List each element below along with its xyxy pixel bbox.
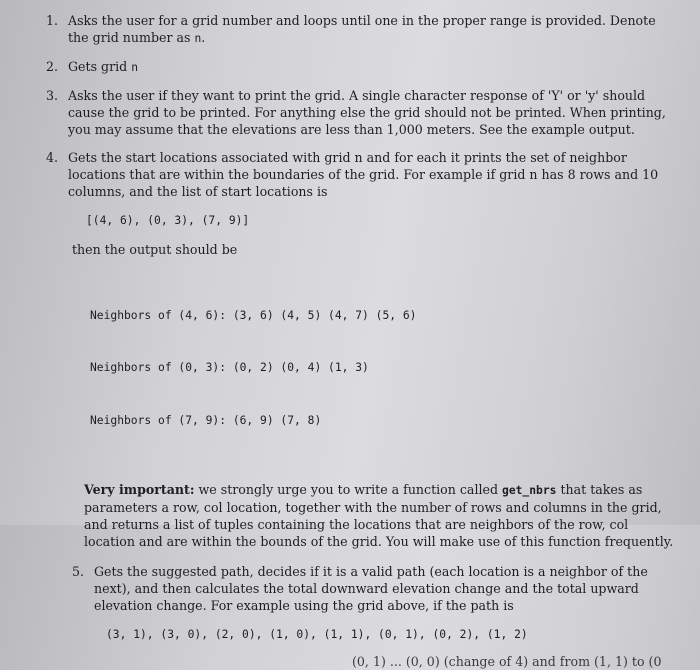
- list-item-3: [46, 87, 680, 138]
- item-text: Asks the user if they want to print the grid. A single character response of 'Y' or 'y' should cause the grid to be printed. For anything else the grid should not be printed. When printing, you may assume that the elevations are less than 1,000 meters. See the example output.: [68, 88, 666, 137]
- important-label: Very important:: [84, 482, 195, 497]
- cut-off-text: (0, 1) ... (0, 0) (change of 4) and from (1, 1) to (0: [352, 653, 662, 669]
- neighbors-line: Neighbors of (0, 3): (0, 2) (0, 4) (1, 3): [90, 361, 369, 374]
- path-code: (3, 1), (3, 0), (2, 0), (1, 0), (1, 1), (0, 1), (0, 2), (1, 2): [106, 628, 528, 641]
- neighbors-output: [90, 272, 680, 465]
- list-item-1: [46, 12, 680, 47]
- item-text: Gets grid: [68, 59, 132, 74]
- item-code: n: [194, 32, 202, 45]
- item-number: 5.: [72, 564, 85, 579]
- item-number: 2.: [46, 59, 59, 74]
- item-text: Gets the start locations associated with grid n and for each it prints the set of neighbor locations that are within the boundaries of the grid. For example if grid n has 8 rows and 10 columns, and the list of start locations is: [68, 150, 659, 199]
- important-text-a: we strongly urge you to write a function called: [194, 482, 503, 497]
- item-number: 1.: [46, 13, 59, 28]
- then-text: then the output should be: [72, 241, 238, 257]
- neighbors-line: Neighbors of (4, 6): (3, 6) (4, 5) (4, 7) (5, 6): [90, 308, 417, 322]
- important-text-b: that takes as parameters a row, col location, together with the number of rows and columns in the grid, and returns a list of tuples containing the locations that are neighbors of the row, col location and are within the bounds of the grid. You will make use of this function frequently.: [84, 482, 674, 549]
- item-code: n: [131, 61, 139, 74]
- item-text: Asks the user for a grid number and loops until one in the proper range is provided. Denote the grid number as: [68, 13, 656, 45]
- list-item-5: [72, 563, 680, 614]
- start-locations-code: [(4, 6), (0, 3), (7, 9)]: [86, 214, 250, 227]
- neighbors-line: Neighbors of (7, 9): (6, 9) (7, 8): [90, 413, 322, 427]
- important-note: [84, 481, 680, 550]
- item-number: 3.: [46, 88, 59, 103]
- function-name: get_nbrs: [502, 484, 557, 497]
- list-item-4: [46, 149, 680, 200]
- item-number: 4.: [46, 150, 59, 165]
- list-item-2: [46, 58, 680, 76]
- item-tail: .: [201, 30, 206, 45]
- item-text: Gets the suggested path, decides if it is a valid path (each location is a neighbor of the next), and then calculates the total downward elevation change and the total upward elevation change. For example using the grid above, if the path is: [94, 564, 648, 613]
